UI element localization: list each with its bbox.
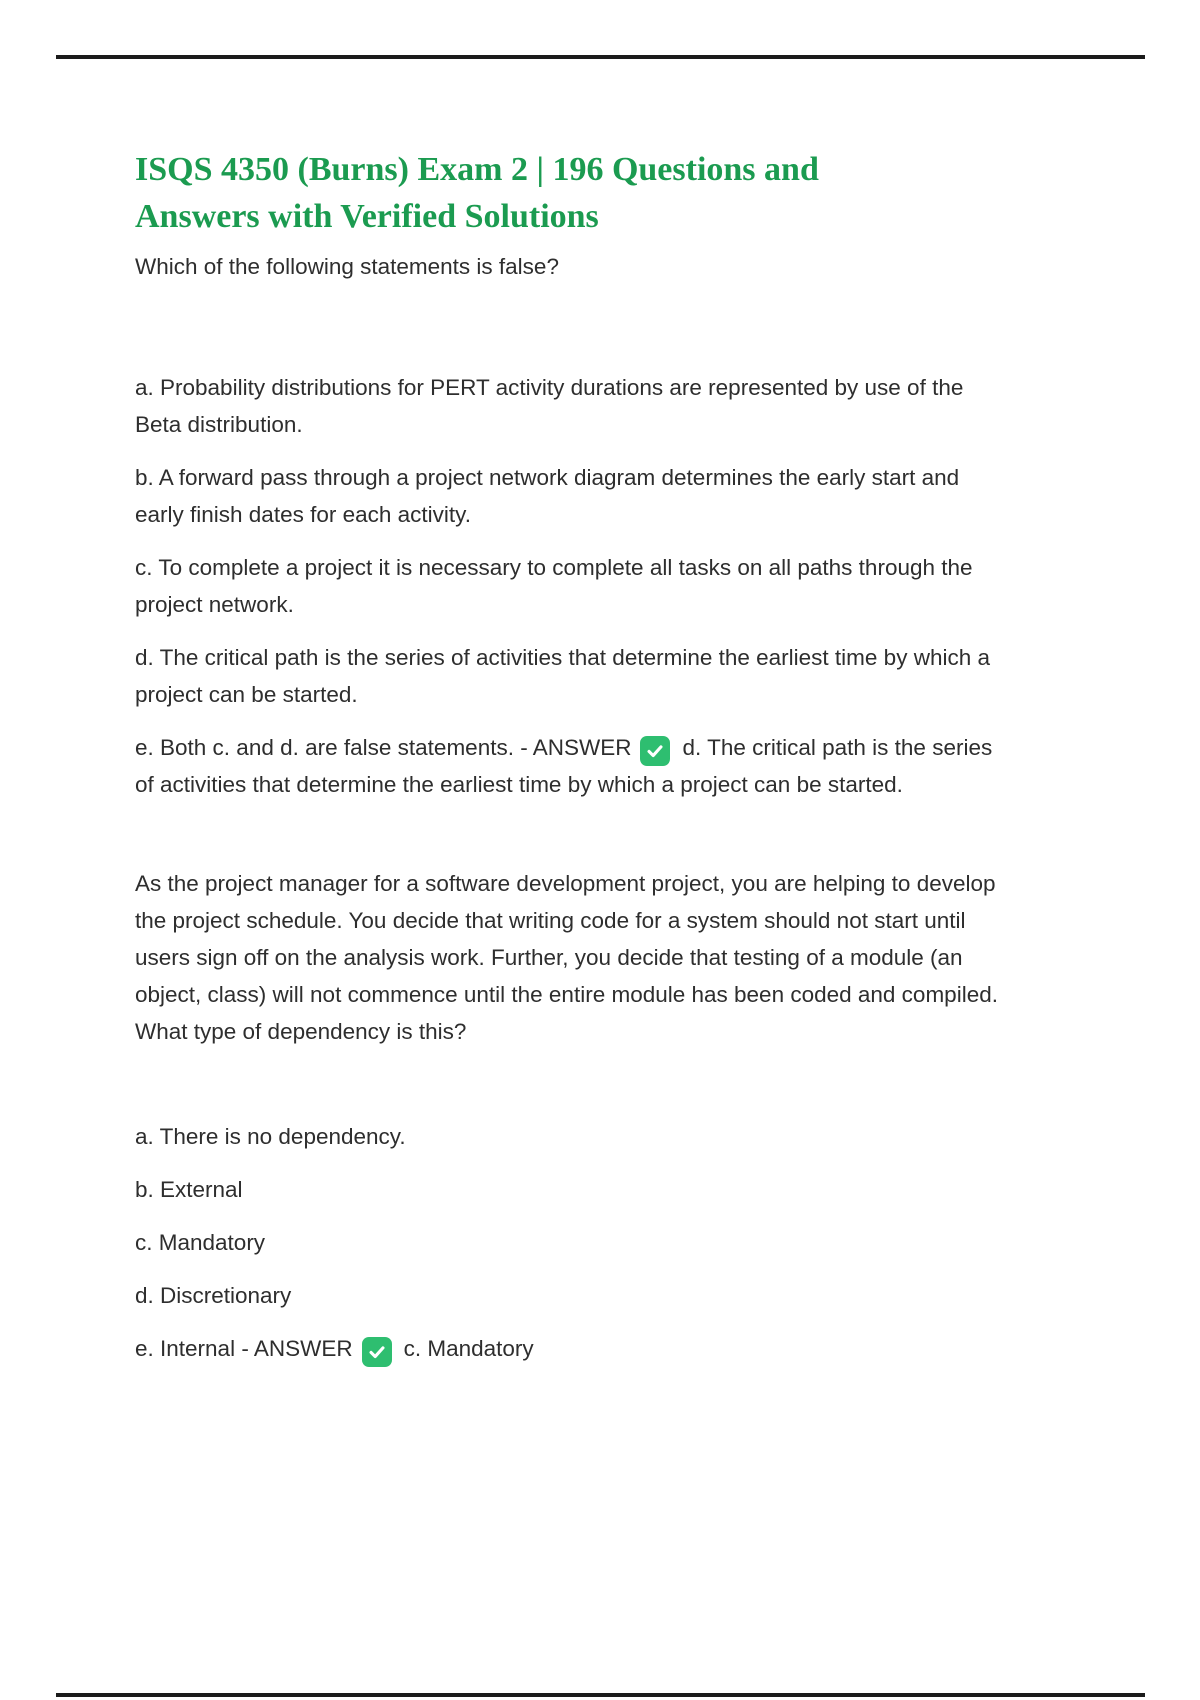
answer-check-icon bbox=[362, 1337, 392, 1367]
document-content bbox=[135, 146, 1007, 1383]
answer-text: d. The critical path is the series of activities that determine the earliest time by which a project can be started. bbox=[135, 735, 993, 797]
answer-option-text: e. Internal - ANSWER bbox=[135, 1336, 353, 1361]
question-1-prompt: Which of the following statements is false? bbox=[135, 254, 559, 279]
option-item: b. External bbox=[135, 1177, 243, 1202]
answer-option-text: e. Both c. and d. are false statements. - ANSWER bbox=[135, 735, 632, 760]
answer-check-icon bbox=[640, 736, 670, 766]
top-rule bbox=[56, 55, 1145, 59]
document-title bbox=[135, 146, 1007, 240]
answer-line bbox=[135, 729, 1007, 803]
option-item: c. Mandatory bbox=[135, 1230, 266, 1255]
answer-line bbox=[135, 1330, 1007, 1367]
question-2-options bbox=[135, 1118, 1007, 1367]
option-item: a. There is no dependency. bbox=[135, 1124, 406, 1149]
option-item: b. A forward pass through a project network diagram determines the early start and early finish dates for each activity. bbox=[135, 465, 960, 527]
question-1-options bbox=[135, 369, 1007, 803]
option-item: a. Probability distributions for PERT activity durations are represented by use of the Beta distribution. bbox=[135, 375, 964, 437]
question-2-prompt: As the project manager for a software development project, you are helping to develop the project schedule. You decide that writing code for a system should not start until users sign off on the analysis work. Further, you decide that testing of a module (an object, class) will not commence until the entire module has been coded and compiled. What type of dependency is this? bbox=[135, 871, 998, 1044]
option-item: c. To complete a project it is necessary to complete all tasks on all paths through the project network. bbox=[135, 555, 973, 617]
document-title-line-2: Answers with Verified Solutions bbox=[135, 198, 599, 235]
option-item: d. Discretionary bbox=[135, 1283, 292, 1308]
document-title-line-1: ISQS 4350 (Burns) Exam 2 | 196 Questions and bbox=[135, 151, 819, 188]
answer-text: c. Mandatory bbox=[403, 1336, 534, 1361]
bottom-rule bbox=[56, 1693, 1145, 1697]
option-item: d. The critical path is the series of activities that determine the earliest time by which a project can be started. bbox=[135, 645, 990, 707]
